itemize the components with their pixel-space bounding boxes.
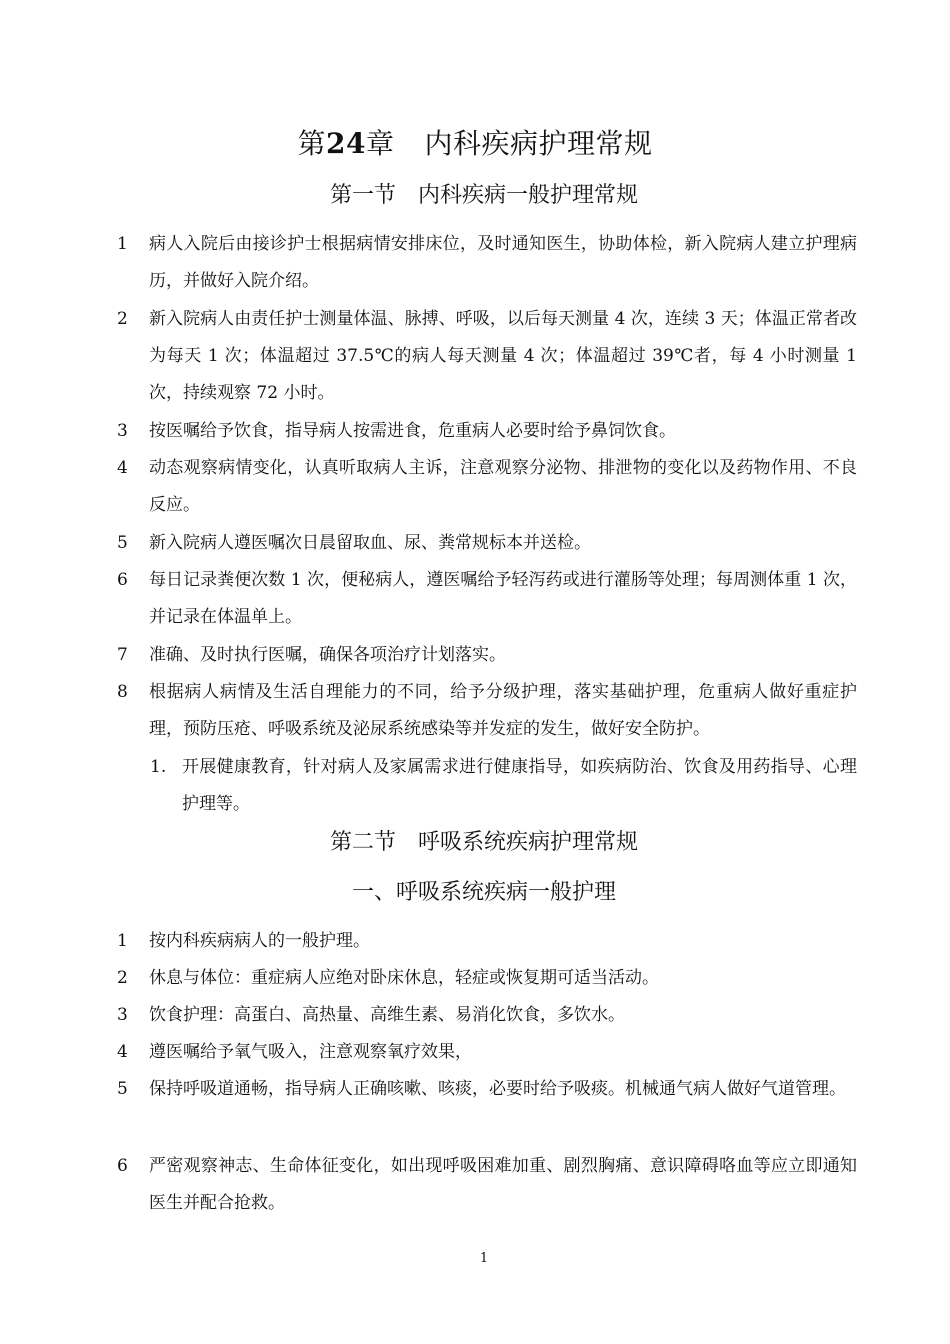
chapter-title <box>0 122 950 166</box>
item-text: 保持呼吸道通畅，指导病人正确咳嗽、咳痰，必要时给予吸痰。机械通气病人做好气道管理。 <box>149 1079 846 1099</box>
item-number: 4 <box>117 1042 128 1062</box>
item-number: 6 <box>117 1156 128 1176</box>
list-item <box>117 1071 857 1108</box>
item-text: 每日记录粪便次数 1 次，便秘病人，遵医嘱给予轻泻药或进行灌肠等处理；每周测体重 1 次，并记录在体温单上。 <box>149 570 857 627</box>
item-number: 5 <box>117 533 128 553</box>
list-item <box>117 923 857 960</box>
item-text: 饮食护理：高蛋白、高热量、高维生素、易消化饮食，多饮水。 <box>149 1005 625 1025</box>
subsection-title: 一、呼吸系统疾病一般护理 <box>351 880 616 905</box>
page-number: 1 <box>479 1251 489 1266</box>
chapter-suffix: 章 <box>365 127 395 160</box>
list-item <box>117 1148 857 1222</box>
list-item <box>117 301 857 412</box>
chapter-number: 24 <box>326 127 366 160</box>
list-item <box>117 997 857 1034</box>
item-number: 6 <box>117 570 128 590</box>
item-text: 动态观察病情变化，认真听取病人主诉，注意观察分泌物、排泄物的变化以及药物作用、不良反应。 <box>149 458 857 515</box>
list-item <box>117 226 857 300</box>
item-text: 根据病人病情及生活自理能力的不同，给予分级护理，落实基础护理，危重病人做好重症护理，预防压疮、呼吸系统及泌尿系统感染等并发症的发生，做好安全防护。 <box>149 682 857 739</box>
list-item <box>117 413 857 450</box>
item-number: 1. <box>150 757 167 777</box>
list-item <box>150 749 857 823</box>
item-text: 休息与体位：重症病人应绝对卧床休息，轻症或恢复期可适当活动。 <box>149 968 659 988</box>
item-number: 7 <box>117 645 128 665</box>
item-text: 遵医嘱给予氧气吸入，注意观察氧疗效果， <box>149 1042 472 1062</box>
item-number: 3 <box>117 421 128 441</box>
list-item <box>117 562 857 636</box>
section-title: 第一节 内科疾病一般护理常规 <box>329 183 638 208</box>
list-item <box>117 525 857 562</box>
item-text: 新入院病人由责任护士测量体温、脉搏、呼吸，以后每天测量 4 次，连续 3 天；体温正常者改为每天 1 次；体温超过 37.5℃的病人每天测量 4 次；体温超过 39℃者，每 4 小时测量 1 次，持续观察 72 小时。 <box>149 309 857 403</box>
list-item <box>117 637 857 674</box>
chapter-name: 内科疾病护理常规 <box>424 127 653 160</box>
list-item <box>117 960 857 997</box>
item-number: 1 <box>117 234 128 254</box>
item-text: 按医嘱给予饮食，指导病人按需进食，危重病人必要时给予鼻饲饮食。 <box>149 421 676 441</box>
item-text: 按内科疾病病人的一般护理。 <box>149 931 370 951</box>
list-item <box>117 450 857 524</box>
item-number: 1 <box>117 931 128 951</box>
chapter-prefix: 第 <box>297 127 326 160</box>
item-number: 3 <box>117 1005 128 1025</box>
item-text: 开展健康教育，针对病人及家属需求进行健康指导，如疾病防治、饮食及用药指导、心理护理等。 <box>182 757 857 814</box>
item-number: 8 <box>117 682 128 702</box>
item-text: 新入院病人遵医嘱次日晨留取血、尿、粪常规标本并送检。 <box>149 533 591 553</box>
list-item <box>117 674 857 748</box>
item-text: 病人入院后由接诊护士根据病情安排床位，及时通知医生，协助体检，新入院病人建立护理病历，并做好入院介绍。 <box>149 234 857 291</box>
item-number: 2 <box>117 309 128 329</box>
item-number: 5 <box>117 1079 128 1099</box>
section-title: 第二节 呼吸系统疾病护理常规 <box>329 830 638 855</box>
item-number: 2 <box>117 968 128 988</box>
item-text: 准确、及时执行医嘱，确保各项治疗计划落实。 <box>149 645 506 665</box>
list-item <box>117 1034 857 1071</box>
item-number: 4 <box>117 458 128 478</box>
item-text: 严密观察神志、生命体征变化，如出现呼吸困难加重、剧烈胸痛、意识障碍咯血等应立即通知医生并配合抢救。 <box>149 1156 857 1213</box>
